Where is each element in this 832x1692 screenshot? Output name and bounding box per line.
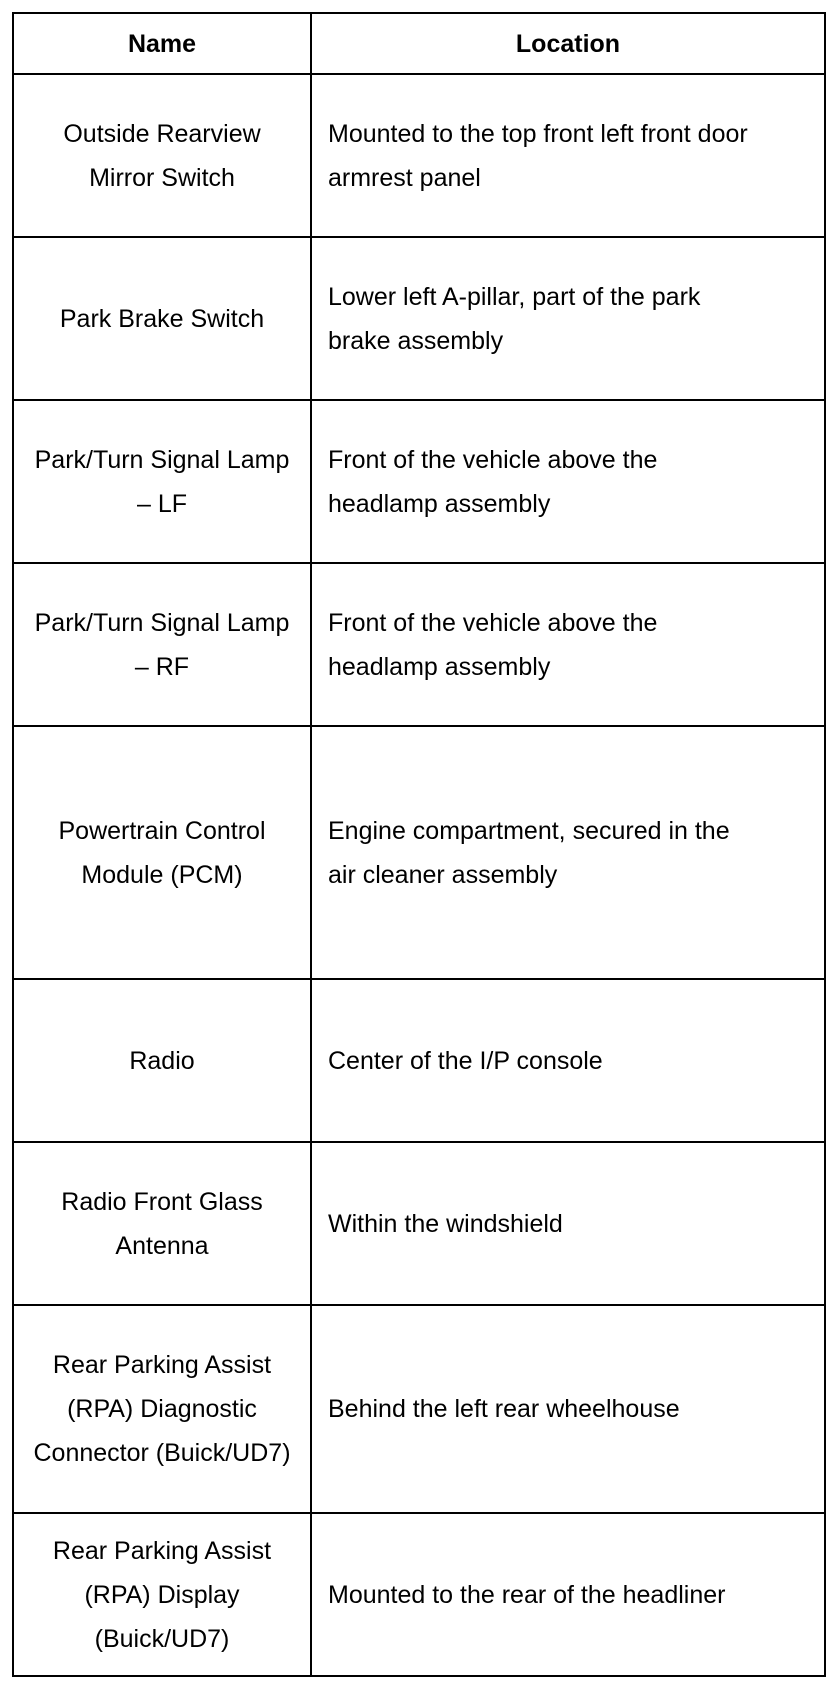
- table-row: [13, 563, 825, 726]
- location-text: Mounted to the top front left front door armrest panel: [328, 119, 748, 192]
- table-row: [13, 237, 825, 400]
- component-name-cell: Park/Turn Signal Lamp – LF: [13, 400, 311, 563]
- table-row: [13, 979, 825, 1142]
- table-header-row: [13, 13, 825, 74]
- component-location-cell: [311, 1142, 825, 1305]
- table-row: [13, 1142, 825, 1305]
- location-text: Engine compartment, secured in the air cleaner assembly: [328, 816, 730, 889]
- table-row: [13, 400, 825, 563]
- component-location-cell: [311, 400, 825, 563]
- component-location-cell: [311, 74, 825, 237]
- table-row: [13, 74, 825, 237]
- component-name-cell: Outside Rearview Mirror Switch: [13, 74, 311, 237]
- table-row: [13, 1513, 825, 1676]
- table-row: [13, 726, 825, 979]
- location-text: Within the windshield: [328, 1209, 563, 1238]
- location-column-header: Location: [311, 13, 825, 74]
- component-name-cell: Radio: [13, 979, 311, 1142]
- location-text: Front of the vehicle above the headlamp assembly: [328, 608, 658, 681]
- component-name-cell: Radio Front Glass Antenna: [13, 1142, 311, 1305]
- name-column-header: Name: [13, 13, 311, 74]
- component-location-cell: [311, 1513, 825, 1676]
- location-text: Center of the I/P console: [328, 1046, 603, 1075]
- location-text: Mounted to the rear of the headliner: [328, 1580, 726, 1609]
- component-location-cell: [311, 237, 825, 400]
- component-name-cell: Rear Parking Assist (RPA) Diagnostic Connector (Buick/UD7): [13, 1305, 311, 1513]
- component-location-cell: [311, 979, 825, 1142]
- component-name-cell: Powertrain Control Module (PCM): [13, 726, 311, 979]
- location-text: Lower left A-pillar, part of the park brake assembly: [328, 282, 701, 355]
- component-name-cell: Park Brake Switch: [13, 237, 311, 400]
- component-location-cell: [311, 563, 825, 726]
- component-location-cell: [311, 1305, 825, 1513]
- component-locator-table: [12, 12, 826, 1677]
- location-text: Front of the vehicle above the headlamp assembly: [328, 445, 658, 518]
- table-row: [13, 1305, 825, 1513]
- component-name-cell: Rear Parking Assist (RPA) Display (Buick/UD7): [13, 1513, 311, 1676]
- location-text: Behind the left rear wheelhouse: [328, 1395, 680, 1423]
- component-name-cell: Park/Turn Signal Lamp – RF: [13, 563, 311, 726]
- component-location-cell: [311, 726, 825, 979]
